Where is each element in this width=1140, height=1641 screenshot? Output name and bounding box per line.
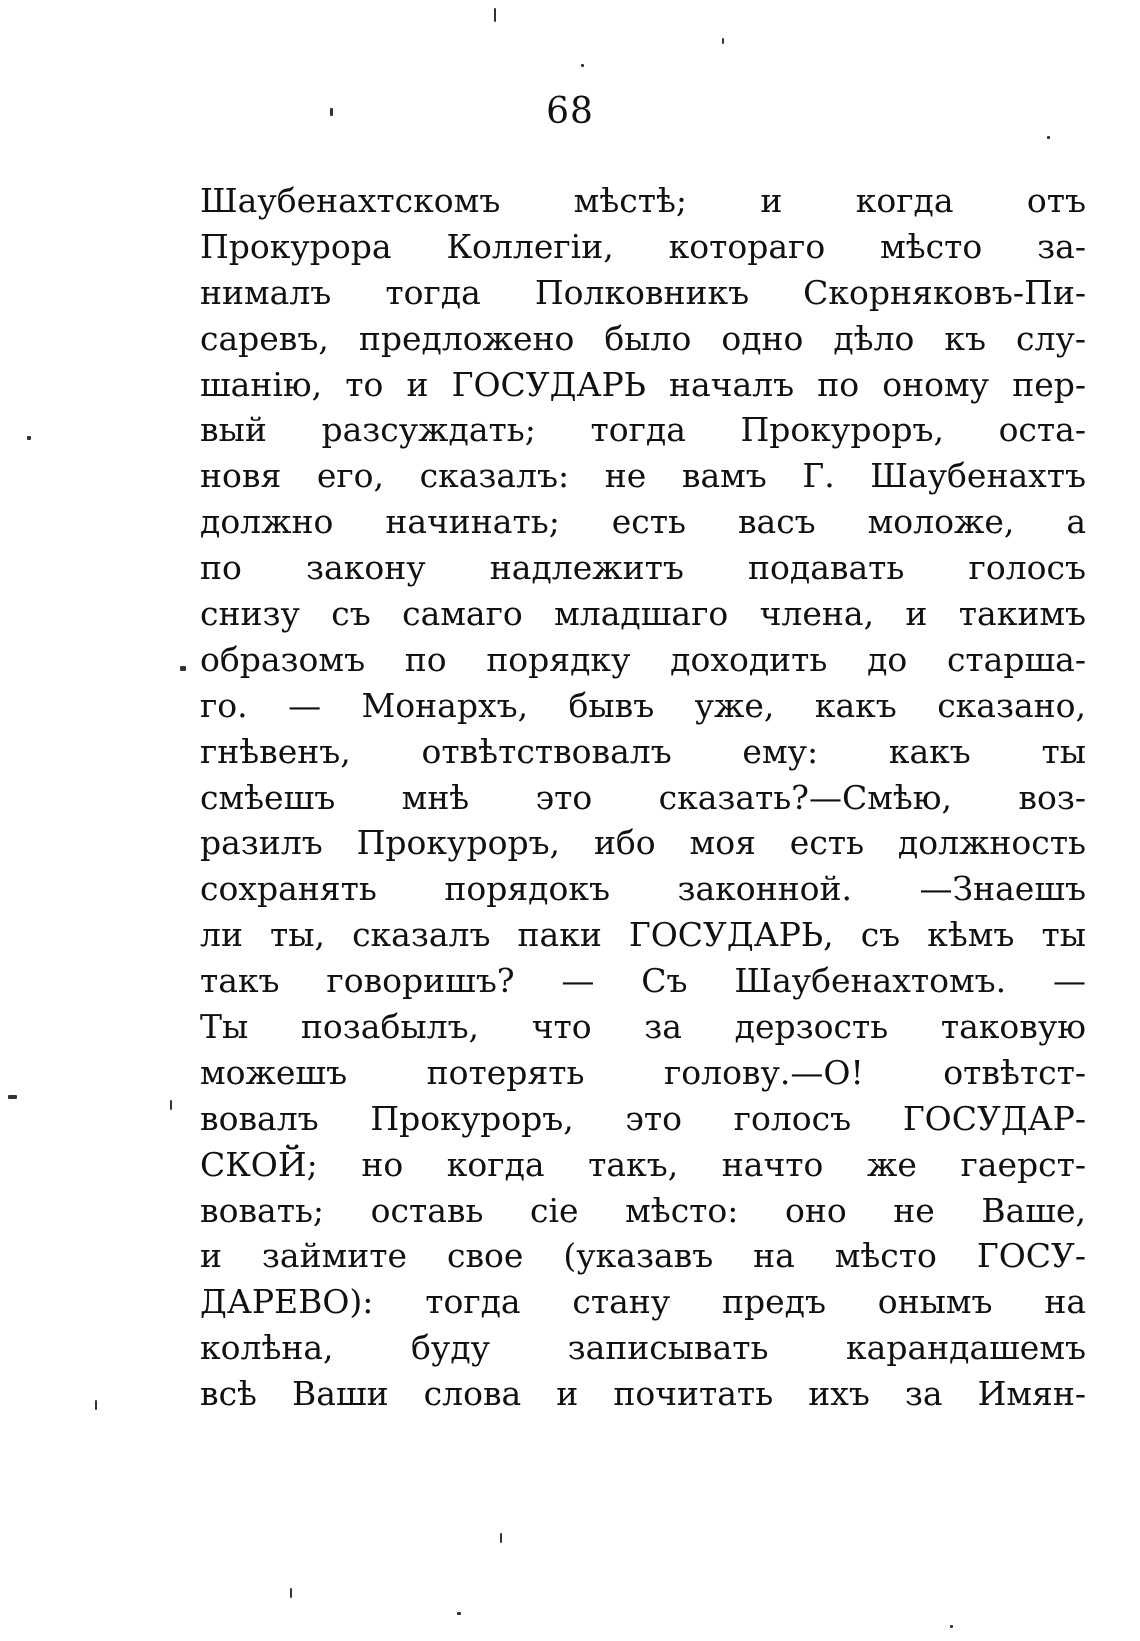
scan-speck <box>1047 136 1050 139</box>
text-line: ДАРЕВО): тогда стану предъ онымъ на <box>200 1282 1086 1322</box>
scan-speck <box>27 436 31 440</box>
scan-speck <box>457 1612 461 1615</box>
text-line: и займите свое (указавъ на мѣсто ГОСУ- <box>200 1236 1086 1276</box>
body-text <box>200 178 1086 1417</box>
text-line: сохранять порядокъ законной. —Знаешъ <box>200 869 1086 909</box>
text-line: всѣ Ваши слова и почитать ихъ за Имян- <box>200 1374 1086 1414</box>
text-line: такъ говоришъ? — Съ Шаубенахтомъ. — <box>200 961 1086 1001</box>
scan-speck <box>950 1625 953 1628</box>
text-line: смѣешъ мнѣ это сказать?—Смѣю, воз- <box>200 777 1086 817</box>
text-line: вый разсуждать; тогда Прокуроръ, оста- <box>200 410 1086 450</box>
scan-speck <box>581 64 584 67</box>
text-line: гнѣвенъ, отвѣтствовалъ ему: какъ ты <box>200 731 1086 771</box>
text-line: го. — Монархъ, бывъ уже, какъ сказано, <box>200 685 1086 725</box>
text-line: разилъ Прокуроръ, ибо моя есть должность <box>200 823 1086 863</box>
page-number: 68 <box>546 91 594 132</box>
text-line: Ты позабылъ, что за дерзость таковую <box>200 1007 1086 1047</box>
scan-speck <box>290 1588 292 1598</box>
scan-speck <box>170 1100 172 1110</box>
text-line: Шаубенахтскомъ мѣстѣ; и когда отъ <box>200 181 1086 220</box>
scan-speck <box>95 1400 97 1410</box>
text-line: должно начинать; есть васъ моложе, а <box>200 502 1086 542</box>
text-line: саревъ, предложено было одно дѣло къ слу- <box>200 318 1086 358</box>
text-line: можешъ потерять голову.—О! отвѣтст- <box>200 1052 1086 1092</box>
text-line: новя его, сказалъ: не вамъ Г. Шаубенахтъ <box>200 456 1086 496</box>
scan-speck <box>722 38 724 44</box>
text-line: колѣна, буду записывать карандашемъ <box>200 1328 1086 1368</box>
text-line: ли ты, сказалъ паки ГОСУДАРЬ, съ кѣмъ ты <box>200 915 1086 955</box>
text-line: вовалъ Прокуроръ, это голосъ ГОСУДАР- <box>200 1098 1086 1138</box>
text-line: нималъ тогда Полковникъ Скорняковъ-Пи- <box>200 272 1086 312</box>
scan-speck <box>494 8 496 22</box>
text-line: образомъ по порядку доходить до старша- <box>200 639 1086 679</box>
scan-speck <box>330 108 333 116</box>
text-line: вовать; оставь сіе мѣсто: оно не Ваше, <box>200 1190 1086 1230</box>
text-line: СКОЙ; но когда такъ, начто же гаерст- <box>200 1144 1086 1184</box>
scan-speck <box>8 1095 17 1099</box>
text-line: шанію, то и ГОСУДАРЬ началъ по оному пер- <box>200 364 1086 404</box>
scan-speck <box>180 666 186 671</box>
scan-speck <box>500 1533 502 1543</box>
text-line: снизу съ самаго младшаго члена, и такимъ <box>200 594 1086 634</box>
text-line: Прокурора Коллегіи, котораго мѣсто за- <box>200 226 1086 266</box>
text-line: по закону надлежитъ подавать голосъ <box>200 548 1086 588</box>
